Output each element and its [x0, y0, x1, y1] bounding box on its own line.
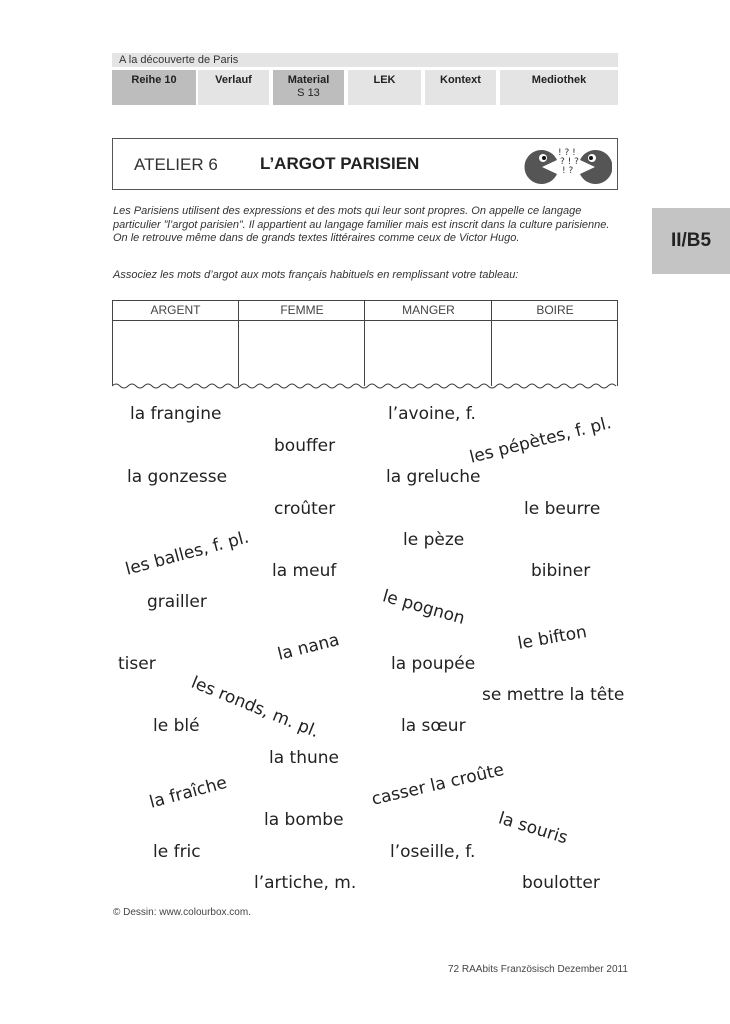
- word-item: la bombe: [264, 810, 344, 830]
- word-item: les pépètes, f. pl.: [467, 413, 614, 468]
- word-item: casser la croûte: [369, 759, 506, 810]
- tab-verlauf[interactable]: [198, 70, 269, 105]
- word-item: se mettre la tête: [482, 685, 625, 705]
- word-item: bibiner: [531, 561, 591, 581]
- tab-lek-label: LEK: [373, 74, 396, 86]
- svg-text:? ! ?: ? ! ?: [560, 157, 579, 167]
- word-item: la fraîche: [147, 772, 230, 813]
- svg-text:! ?: ! ?: [562, 166, 574, 176]
- word-item: boulotter: [522, 873, 600, 893]
- word-item: le bifton: [516, 622, 589, 654]
- word-item: le pognon: [380, 586, 468, 629]
- section-tab: II/B5: [652, 208, 730, 274]
- word-item: l’avoine, f.: [388, 404, 476, 424]
- word-item: la souris: [496, 808, 570, 849]
- tab-material[interactable]: [273, 70, 344, 105]
- word-item: grailler: [147, 592, 207, 612]
- word-item: l’oseille, f.: [390, 842, 476, 862]
- word-item: bouffer: [274, 436, 336, 456]
- table-header-argent: ARGENT: [150, 303, 201, 317]
- word-item: la gonzesse: [127, 467, 228, 487]
- tab-kontext[interactable]: [425, 70, 496, 105]
- series-title: A la découverte de Paris: [112, 53, 618, 67]
- tab-verlauf-label: Verlauf: [215, 74, 252, 86]
- tab-material-label: Material: [287, 74, 330, 86]
- table-header-manger: MANGER: [402, 303, 455, 317]
- word-item: le beurre: [524, 499, 601, 519]
- chatting-heads-icon: [520, 143, 612, 187]
- word-item: la greluche: [386, 467, 481, 487]
- table-header-femme: FEMME: [280, 303, 324, 317]
- page-title: L’ARGOT PARISIEN: [260, 154, 420, 173]
- atelier-label: ATELIER 6: [134, 155, 218, 174]
- word-item: croûter: [274, 499, 336, 519]
- tab-kontext-label: Kontext: [440, 74, 481, 86]
- word-item: la thune: [269, 748, 339, 768]
- tab-mediothek-label: Mediothek: [531, 74, 587, 86]
- table-header-boire: BOIRE: [536, 303, 574, 317]
- instruction-text: Associez les mots d’argot aux mots français habituels en remplissant votre tableau:: [113, 269, 519, 281]
- word-item: les balles, f. pl.: [123, 527, 251, 580]
- word-item: tiser: [118, 654, 156, 674]
- word-item: le pèze: [403, 530, 465, 550]
- word-item: la poupée: [391, 654, 476, 674]
- word-item: la sœur: [401, 716, 466, 736]
- image-credit: © Dessin: www.colourbox.com.: [113, 907, 251, 918]
- page-footer: 72 RAAbits Französisch Dezember 2011: [448, 964, 628, 975]
- word-item: la frangine: [130, 404, 222, 424]
- intro-text: Les Parisiens utilisent des expressions et des mots qui leur sont propres. On appelle ce langage particulier ”l’argot parisien”. Il appartient au langage familier mais est inscrit dans la culture parisienne. On le retrouve même dans de grands textes littéraires comme ceux de Victor Hugo.: [113, 205, 610, 244]
- word-item: la meuf: [272, 561, 337, 581]
- tab-mediothek[interactable]: [500, 70, 618, 105]
- tab-lek[interactable]: [348, 70, 421, 105]
- word-item: le blé: [153, 716, 200, 736]
- word-item: l’artiche, m.: [254, 873, 357, 893]
- word-item: le fric: [153, 842, 201, 862]
- tab-reihe-label: Reihe 10: [131, 74, 177, 86]
- word-item: la nana: [275, 630, 342, 665]
- svg-text:! ? !: ! ? !: [558, 148, 576, 158]
- word-item: les ronds, m. pl.: [188, 672, 322, 743]
- tab-reihe[interactable]: [112, 70, 196, 105]
- tab-material-page: S 13: [297, 87, 320, 99]
